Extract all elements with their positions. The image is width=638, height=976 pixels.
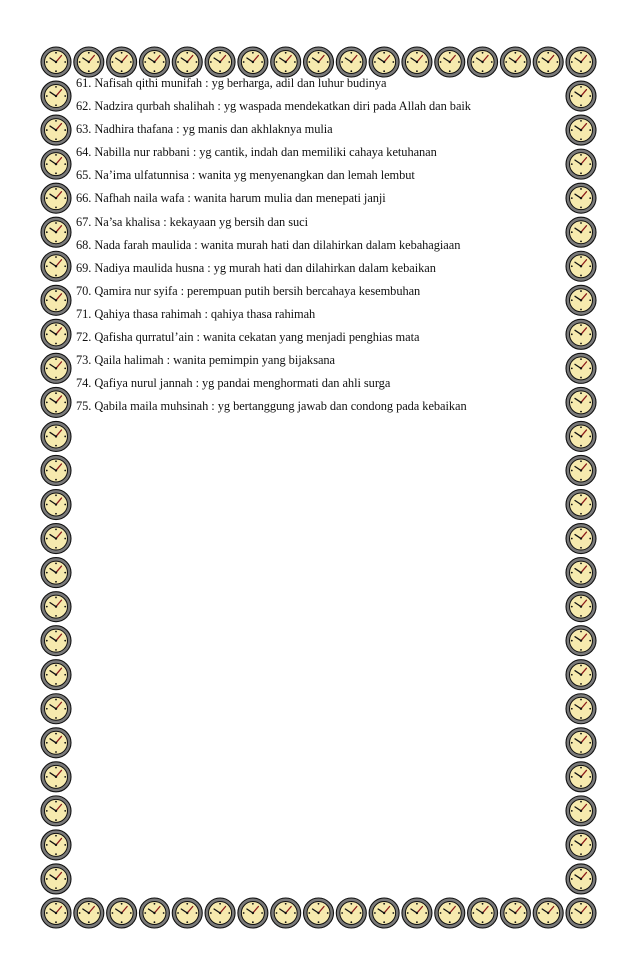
clock-icon (566, 81, 596, 111)
clock-icon (74, 898, 104, 928)
clock-icon (566, 660, 596, 690)
clock-icon (41, 387, 71, 417)
clock-icon (566, 830, 596, 860)
clock-icon (435, 898, 465, 928)
clock-icon (566, 592, 596, 622)
clock-icon (41, 251, 71, 281)
clock-icon (369, 898, 399, 928)
clock-icon (41, 592, 71, 622)
list-item: 74. Qafiya nurul jannah : yg pandai menghormati dan ahli surga (76, 376, 391, 391)
clock-icon (566, 898, 596, 928)
list-item: 63. Nadhira thafana : yg manis dan akhlaknya mulia (76, 122, 333, 137)
list-item: 65. Na’ima ulfatunnisa : wanita yg menyenangkan dan lemah lembut (76, 168, 415, 183)
list-item: 75. Qabila maila muhsinah : yg bertanggung jawab dan condong pada kebaikan (76, 399, 467, 414)
clock-icon (566, 217, 596, 247)
list-item: 62. Nadzira qurbah shalihah : yg waspada mendekatkan diri pada Allah dan baik (76, 99, 471, 114)
list-item: 64. Nabilla nur rabbani : yg cantik, indah dan memiliki cahaya ketuhanan (76, 145, 437, 160)
clock-icon (41, 626, 71, 656)
clock-icon (566, 149, 596, 179)
clock-icon (41, 115, 71, 145)
clock-icon (41, 864, 71, 894)
clock-icon (41, 81, 71, 111)
clock-icon (41, 149, 71, 179)
clock-icon (41, 660, 71, 690)
clock-icon (566, 524, 596, 554)
clock-icon (41, 47, 71, 77)
clock-icon (271, 898, 301, 928)
clock-icon (566, 115, 596, 145)
list-item: 72. Qafisha qurratul’ain : wanita cekatan yang menjadi penghias mata (76, 330, 420, 345)
clock-icon (566, 319, 596, 349)
list-item: 67. Na’sa khalisa : kekayaan yg bersih dan suci (76, 214, 308, 229)
clock-icon (139, 898, 169, 928)
clock-icon (566, 387, 596, 417)
clock-icon (566, 796, 596, 826)
clock-icon (468, 898, 498, 928)
clock-icon (41, 319, 71, 349)
clock-icon (41, 455, 71, 485)
clock-icon (566, 728, 596, 758)
clock-icon (566, 183, 596, 213)
clock-icon (107, 898, 137, 928)
clock-icon (41, 490, 71, 520)
clock-icon (566, 490, 596, 520)
clock-icon (566, 285, 596, 315)
clock-icon (205, 898, 235, 928)
clock-icon (304, 898, 334, 928)
list-item: 66. Nafhah naila wafa : wanita harum mulia dan menepati janji (76, 191, 386, 206)
clock-icon (41, 728, 71, 758)
clock-icon (41, 558, 71, 588)
clock-icon (41, 524, 71, 554)
clock-icon (500, 898, 530, 928)
clock-icon (41, 694, 71, 724)
clock-icon (41, 762, 71, 792)
clock-icon (566, 694, 596, 724)
list-item: 68. Nada farah maulida : wanita murah hati dan dilahirkan dalam kebahagiaan (76, 237, 461, 252)
clock-icon (566, 251, 596, 281)
clock-icon (172, 898, 202, 928)
list-item: 61. Nafisah qithi munifah : yg berharga, adil dan luhur budinya (76, 76, 387, 90)
clock-icon (41, 898, 71, 928)
clock-icon (566, 558, 596, 588)
clock-icon (566, 47, 596, 77)
clock-icon (566, 421, 596, 451)
clock-icon (566, 455, 596, 485)
clock-icon (41, 421, 71, 451)
clock-icon (41, 830, 71, 860)
name-meaning-list (76, 72, 556, 418)
list-item: 71. Qahiya thasa rahimah : qahiya thasa rahimah (76, 306, 316, 321)
clock-icon (566, 353, 596, 383)
clock-icon (566, 762, 596, 792)
clock-icon (402, 898, 432, 928)
clock-icon (336, 898, 366, 928)
list-item: 73. Qaila halimah : wanita pemimpin yang bijaksana (76, 353, 336, 368)
clock-icon (41, 796, 71, 826)
list-item: 70. Qamira nur syifa : perempuan putih bersih bercahaya kesembuhan (76, 283, 421, 298)
clock-icon (41, 217, 71, 247)
clock-icon (41, 183, 71, 213)
clock-icon (41, 353, 71, 383)
clock-icon (41, 285, 71, 315)
clock-icon (533, 898, 563, 928)
list-item: 69. Nadiya maulida husna : yg murah hati dan dilahirkan dalam kebaikan (76, 260, 436, 275)
clock-icon (566, 626, 596, 656)
clock-icon (566, 864, 596, 894)
clock-icon (238, 898, 268, 928)
